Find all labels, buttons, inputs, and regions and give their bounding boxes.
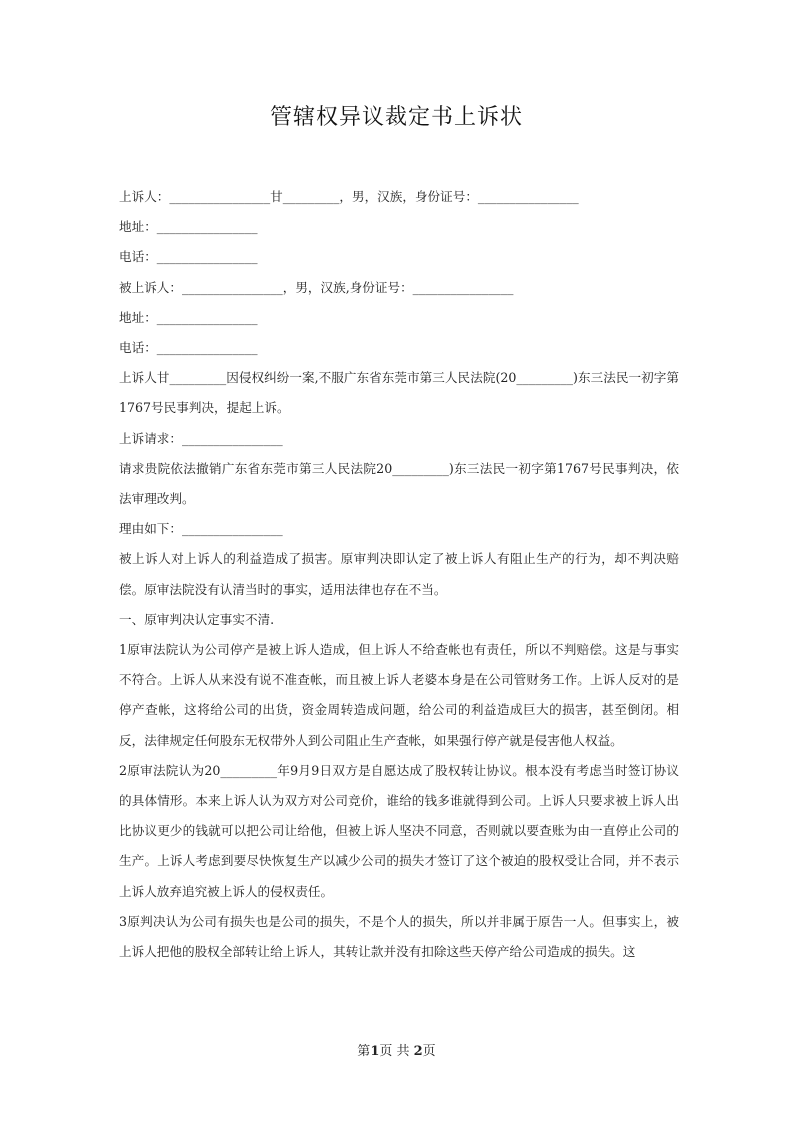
footer-prefix: 第 <box>357 1044 371 1059</box>
paragraph-point-3: 3原判决认为公司有损失也是公司的损失，不是个人的损失，所以并非属于原告一人。但事实上，被上诉人把他的股权全部转让给上诉人，其转让款并没有扣除这些天停产给公司造成的损失。这 <box>119 913 679 960</box>
paragraph-damage: 被上诉人对上诉人的利益造成了损害。原审判决即认定了被上诉人有阻止生产的行为，却不判决赔偿。原审法院没有认清当时的事实，适用法律也存在不当。 <box>119 551 679 597</box>
footer-page-number: 1 <box>370 1044 380 1059</box>
paragraph-appellant-phone: 电话：________________ <box>119 249 258 265</box>
paragraph-point-1: 1原审法院认为公司停产是被上诉人造成，但上诉人不给查帐也有责任，所以不判赔偿。这是与事实不符合。上诉人从来没有说不准查帐，而且被上诉人老婆本身是在公司管财务工作。上诉人反对的是停产查帐，这将给公司的出货，资金周转造成问题，给公司的利益造成巨大的损害，甚至倒闭。相反，法律规定任何股东无权带外人到公司阻止生产查帐，如果强行停产就是侵害他人权益。 <box>119 642 679 748</box>
document-body <box>119 182 679 967</box>
paragraph-appellee-address: 地址：________________ <box>119 309 258 325</box>
footer-mid: 页 共 <box>379 1044 414 1059</box>
paragraph-case-intro: 上诉人甘_________因侵权纠纷一案,不服广东省东莞市第三人民法院(20_________)东三法民一初字第1767号民事判决，提起上诉。 <box>119 370 679 416</box>
paragraph-appellant: 上诉人：________________甘_________，男，汉族，身份证号：________________ <box>119 189 579 204</box>
footer-total-pages: 2 <box>413 1044 423 1059</box>
paragraph-point-2: 2原审法院认为20_________年9月9日双方是自愿达成了股权转让协议。根本没有考虑当时签订协议的具体情形。本来上诉人认为双方对公司竞价，谁给的钱多谁就得到公司。上诉人只要求被上诉人出比协议更少的钱就可以把公司让给他，但被上诉人坚决不同意，否则就以要查账为由一直停止公司的生产。上诉人考虑到要尽快恢复生产以减少公司的损失才签订了这个被迫的股权受让合同，并不表示上诉人放弃追究被上诉人的侵权责任。 <box>119 762 679 899</box>
page-footer <box>0 1040 793 1059</box>
paragraph-section-one: 一、原审判决认定事实不清. <box>119 611 275 627</box>
paragraph-appellee: 被上诉人：________________，男，汉族,身份证号：________________ <box>119 279 514 295</box>
paragraph-appeal-request-label: 上诉请求：________________ <box>119 430 283 446</box>
paragraph-appellant-address: 地址：________________ <box>119 219 258 235</box>
document-title: 管辖权异议裁定书上诉状 <box>269 105 523 130</box>
paragraph-appeal-request: 请求贵院依法撤销广东省东莞市第三人民法院20_________)东三法民一初字第1767号民事判决，依法审理改判。 <box>119 460 679 507</box>
paragraph-reasons-label: 理由如下：________________ <box>119 521 283 537</box>
paragraph-appellee-phone: 电话：________________ <box>119 340 258 356</box>
footer-suffix: 页 <box>422 1044 436 1059</box>
